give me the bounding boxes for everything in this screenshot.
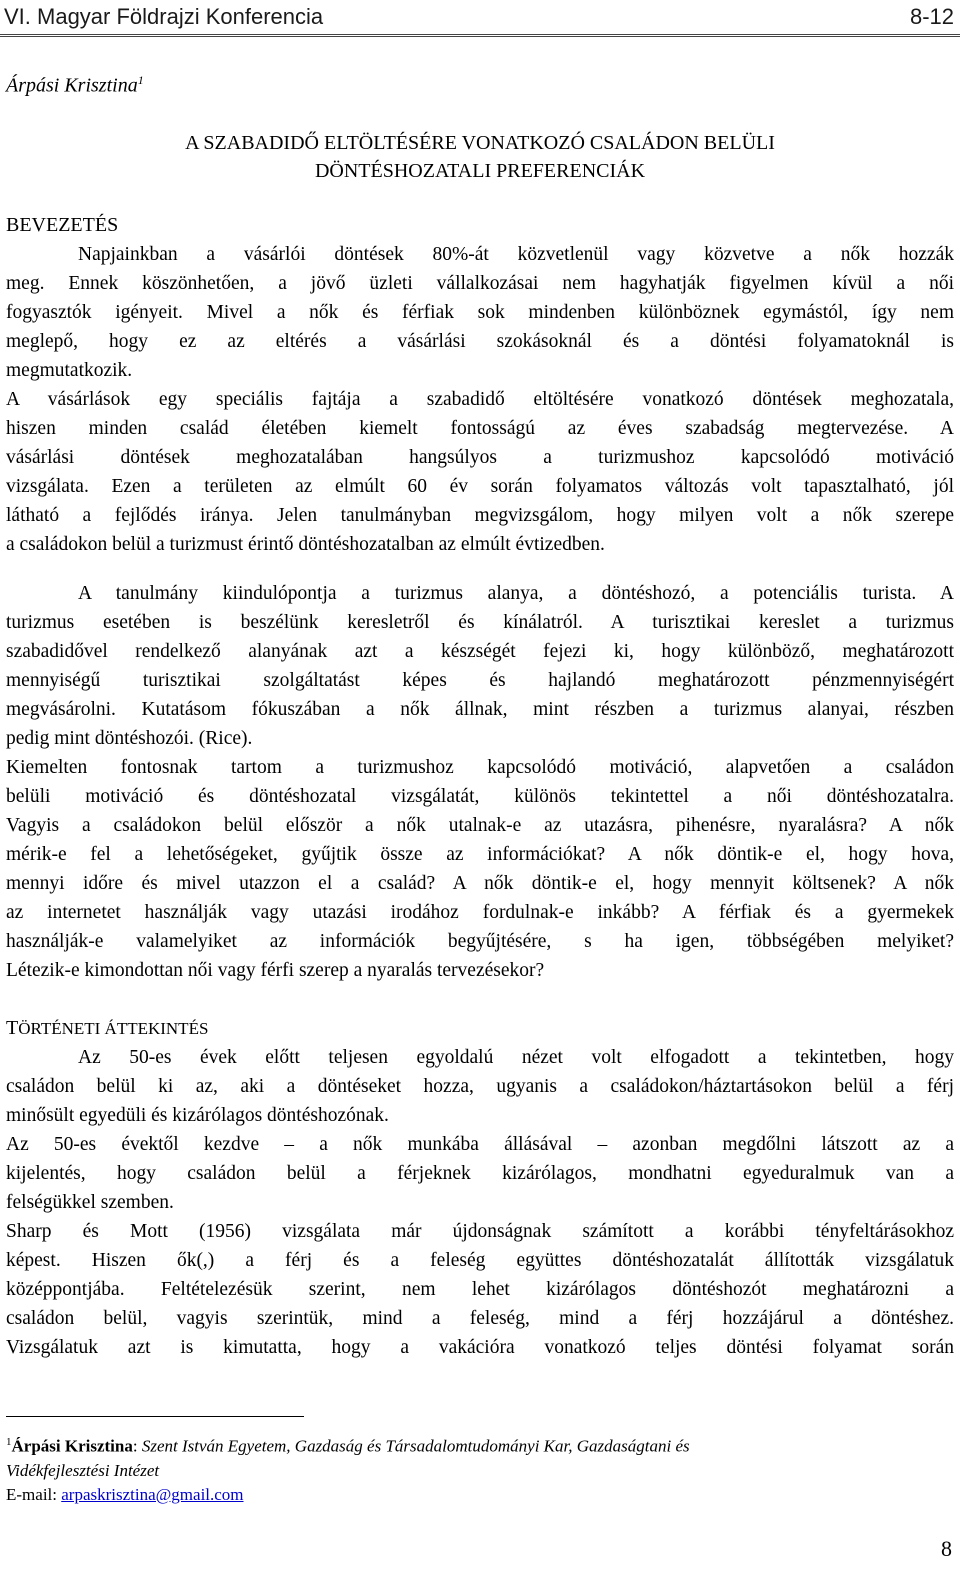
author-line [6, 66, 954, 101]
email-label: E-mail: [6, 1484, 62, 1504]
footnote-line-1 [6, 1430, 954, 1459]
section-heading-history [6, 1014, 954, 1043]
text-line: megmutatkozik. [6, 359, 133, 381]
text-line: A tanulmány kiindulópontja a turizmus alanya, a döntéshozó, a potenciális turista. A [78, 582, 954, 604]
text-line: képest. Hiszen ők(,) a férj és a feleség együttes döntéshozatalát állították vizsgálatuk [6, 1249, 954, 1271]
footnote-mark: 1 [6, 1436, 12, 1448]
text-line: az internetet használják vagy utazási irodához fordulnak-e inkább? A férfiak és a gyermekek [6, 901, 954, 923]
text-line: A vásárlások egy speciális fajtája a szabadidő eltöltésére vonatkozó döntések meghozatala, [6, 388, 954, 410]
text-line: belüli motiváció és döntéshozatal vizsgálatát, különös tekintettel a női döntéshozatalra. [6, 785, 954, 807]
text-line: fogyasztók igényeit. Mivel a nők és férfiak sok mindenben különböznek egymástól, így nem [6, 301, 954, 323]
section-gap [6, 985, 954, 1014]
text-line: látható a fejlődés iránya. Jelen tanulmányban megvizsgálom, hogy milyen volt a nők szerepe [6, 504, 954, 526]
intro-paragraph-1 [6, 240, 954, 385]
text-line: mennyi időre és mivel utazzon el a család? A nők döntik-e el, hogy mennyit költsenek? A nők [6, 872, 954, 894]
heading-rest: ÖRTÉNETI ÁTTEKINTÉS [18, 1018, 209, 1038]
header-rule [0, 34, 960, 37]
text-line: Vagyis a családokon belül először a nők utalnak-e az utazásra, pihenésre, nyaralásra? A nők [6, 814, 954, 836]
footnote-email-line [6, 1483, 954, 1507]
text-line: Kiemelten fontosnak tartom a turizmushoz kapcsolódó motiváció, alapvetően a családon [6, 756, 954, 778]
conference-title: VI. Magyar Földrajzi Konferencia [4, 4, 324, 29]
text-line: családon belül, vagyis szerintük, mind a feleség, mind a férj hozzájárul a döntéshez. [6, 1307, 954, 1329]
text-line: meg. Ennek köszönhetően, a jövő üzleti vállalkozásai nem hagyhatják figyelmen kívül a női [6, 272, 954, 294]
footnote-author: Árpási Krisztina [11, 1436, 133, 1456]
running-header [4, 2, 954, 30]
footnote-colon: : [132, 1436, 142, 1456]
text-line: Létezik-e kimondottan női vagy férfi szerep a nyaralás tervezésekor? [6, 959, 545, 981]
author-footnote-mark: 1 [137, 73, 144, 87]
title-line-2: DÖNTÉSHOZATALI PREFERENCIÁK [314, 159, 646, 182]
text-line: kijelentés, hogy családon belül a férjeknek kizárólagos, mondhatni egyeduralmuk van a [6, 1162, 954, 1184]
footnote-rule [6, 1416, 304, 1417]
text-line: hiszen minden család életében kiemelt fontosságú az éves szabadság megtervezése. A [6, 417, 954, 439]
text-line: felségükkel szemben. [6, 1191, 174, 1213]
text-line: mérik-e fel a lehetőségeket, gyűjtik össze az információkat? A nők döntik-e el, hogy hova, [6, 843, 954, 865]
page-number: 8 [941, 1536, 952, 1561]
article-body [6, 66, 954, 1362]
history-paragraph-2 [6, 1130, 954, 1217]
text-line: középpontjába. Feltételezésük szerint, nem lehet kizárólagos döntéshozót meghatározni a [6, 1278, 954, 1300]
text-line: megvásárolni. Kutatásom fókuszában a nők állnak, mint részben a turizmus alanyai, részben [6, 698, 954, 720]
text-line: Vizsgálatuk azt is kimutatta, hogy a vakációra vonatkozó teljes döntési folyamat során [6, 1336, 954, 1358]
page-range: 8-12 [909, 4, 954, 29]
history-paragraph-3 [6, 1217, 954, 1362]
text-line: Az 50-es évek előtt teljesen egyoldalú nézet volt elfogadott a tekintetben, hogy [78, 1046, 954, 1068]
intro-paragraph-2 [6, 385, 954, 559]
heading-initial: T [6, 1016, 19, 1039]
text-line: Sharp és Mott (1956) vizsgálata már újdonságnak számított a korábbi tényfeltárásokhoz [6, 1220, 954, 1242]
footnote-affiliation-1: Szent István Egyetem, Gazdaság és Társadalomtudományi Kar, Gazdaságtani és [141, 1436, 690, 1456]
history-paragraph-1 [6, 1043, 954, 1130]
footnote-affiliation-2: Vidékfejlesztési Intézet [6, 1460, 160, 1480]
text-line: használják-e valamelyiket az információk begyűjtésére, s ha igen, többségében melyiket? [6, 930, 954, 952]
text-line: a családokon belül a turizmust érintő döntéshozatalban az elmúlt évtizedben. [6, 533, 605, 555]
text-line: szabadidővel rendelkező alanyának azt a készségét fejezi ki, hogy különböző, meghatározott [6, 640, 954, 662]
text-line: Az 50-es évektől kezdve – a nők munkába állásával – azonban megdőlni látszott az a [6, 1133, 954, 1155]
text-line: Napjainkban a vásárlói döntések 80%-át közvetlenül vagy közvetve a nők hozzák [78, 243, 954, 265]
text-line: meglepő, hogy ez az eltérés a vásárlási szokásoknál és a döntési folyamatoknál is [6, 330, 954, 352]
text-line: mennyiségű turisztikai szolgáltatást képes és hajlandó meghatározott pénzmennyiségért [6, 669, 954, 691]
text-line: turizmus esetében is beszélünk keresletről és kínálatról. A turisztikai kereslet a turizmus [6, 611, 954, 633]
text-line: minősült egyedüli és kizárólagos döntéshozónak. [6, 1104, 389, 1126]
text-line: vásárlási döntések meghozatalában hangsúlyos a turizmushoz kapcsolódó motiváció [6, 446, 954, 468]
intro-paragraph-3 [6, 579, 954, 753]
text-line: vizsgálata. Ezen a területen az elmúlt 60 év során folyamatos változás volt tapasztalható, jól [6, 475, 954, 497]
email-link[interactable]: arpaskrisztina@gmail.com [61, 1484, 244, 1504]
intro-paragraph-4 [6, 753, 954, 985]
article-title [6, 129, 954, 185]
section-heading-intro: BEVEZETÉS [6, 213, 119, 236]
footnote [6, 1430, 954, 1507]
title-line-1: A SZABADIDŐ ELTÖLTÉSÉRE VONATKOZÓ CSALÁDON BELÜLI [185, 131, 775, 154]
text-line: családon belül ki az, aki a döntéseket hozza, ugyanis a családokon/háztartásokon belül a férj [6, 1075, 954, 1097]
text-line: pedig mint döntéshozói. (Rice). [6, 727, 253, 749]
paragraph-gap [6, 559, 954, 579]
author-name: Árpási Krisztina [6, 74, 138, 97]
